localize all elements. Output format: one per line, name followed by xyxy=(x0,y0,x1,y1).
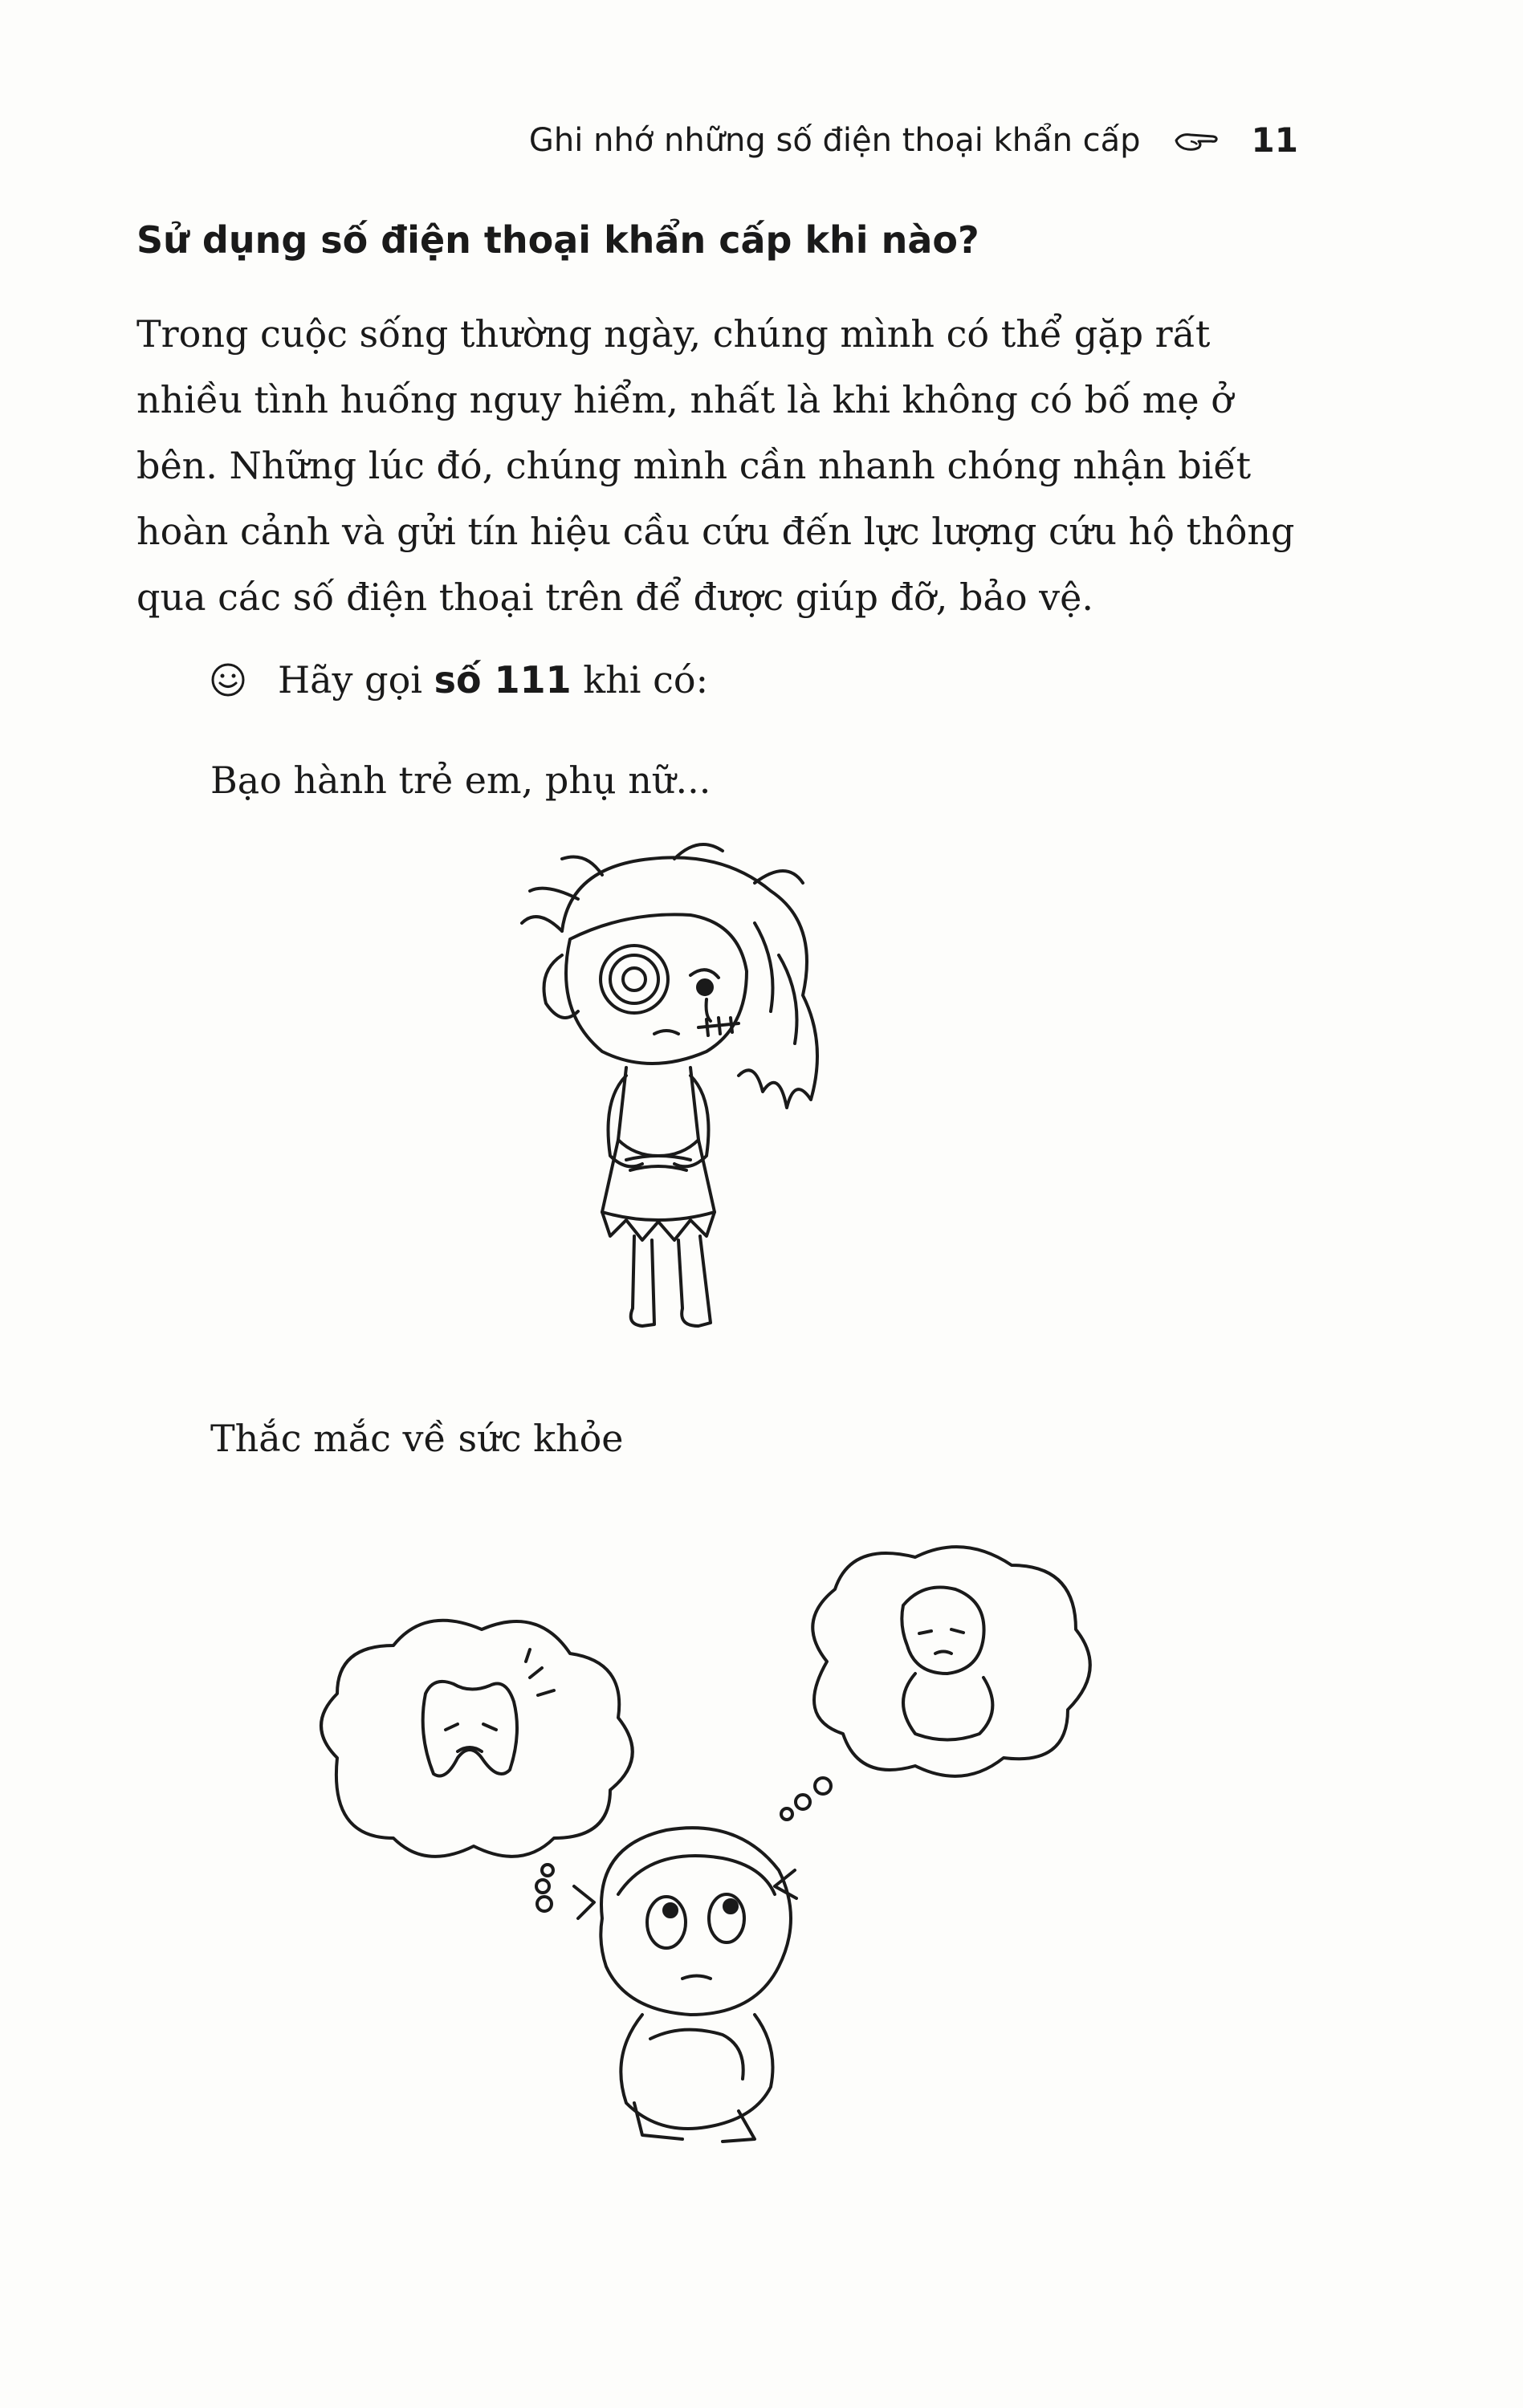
health-worry-illustration xyxy=(305,1541,1156,2167)
smiley-icon xyxy=(210,662,246,698)
thought-bubble-tooth xyxy=(321,1621,633,1857)
section-title: Sử dụng số điện thoại khẩn cấp khi nào? xyxy=(136,218,979,262)
call-prefix: Hãy gọi xyxy=(278,658,423,702)
running-header xyxy=(529,120,1298,160)
pointing-hand-icon xyxy=(1173,128,1220,153)
case-label-health: Thắc mắc về sức khỏe xyxy=(210,1417,624,1460)
abused-child-illustration xyxy=(514,835,867,1348)
chapter-title: Ghi nhớ những số điện thoại khẩn cấp xyxy=(528,121,1141,159)
call-number: số 111 xyxy=(434,658,572,702)
call-suffix: khi có: xyxy=(583,658,709,702)
sad-tooth-icon xyxy=(423,1682,517,1776)
case-label-violence: Bạo hành trẻ em, phụ nữ... xyxy=(210,759,711,802)
thought-bubble-pregnancy xyxy=(812,1547,1090,1776)
page-number: 11 xyxy=(1251,120,1298,160)
intro-paragraph: Trong cuộc sống thường ngày, chúng mình có thể gặp rất nhiều tình huống nguy hiểm, nhất là khi không có bố mẹ ở bên. Những lúc đó, chúng mình cần nhanh chóng nhận biết hoàn cảnh và gửi tín hiệu cầu cứu đến lực lượng cứu hộ thông qua các số điện thoại trên để được giúp đỡ, bảo vệ. xyxy=(136,312,1295,619)
call-instruction xyxy=(210,658,708,702)
